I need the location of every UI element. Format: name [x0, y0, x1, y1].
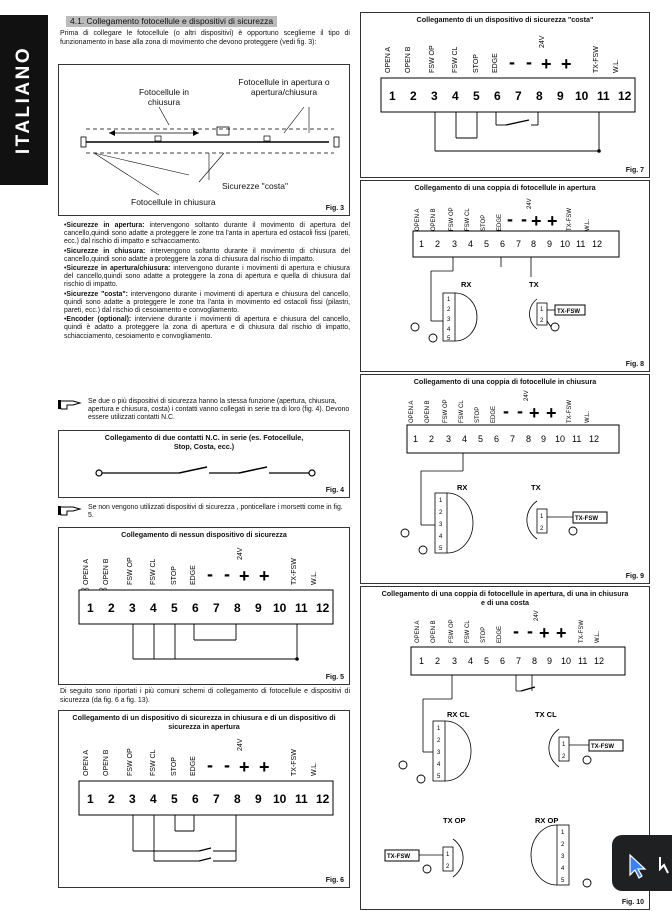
svg-text:1: 1 — [439, 498, 443, 504]
language-tab — [0, 15, 48, 185]
figure-4 — [58, 430, 350, 498]
svg-text:11: 11 — [572, 434, 582, 444]
svg-text:OPEN A: OPEN A — [415, 208, 421, 231]
note-no-safety: Se non vengono utilizzati dispositivi di sicurezza , ponticellare i morsetti come in fig. 5. — [88, 504, 343, 520]
svg-text:6: 6 — [192, 601, 199, 615]
svg-text:24V: 24V — [237, 738, 244, 751]
svg-text:4: 4 — [150, 601, 157, 615]
svg-text:12: 12 — [592, 239, 603, 249]
svg-text:2: 2 — [108, 601, 115, 615]
svg-text:RX OP: RX OP — [535, 816, 559, 825]
svg-text:9: 9 — [547, 239, 553, 249]
svg-text:4: 4 — [447, 327, 451, 333]
svg-text:FSW CL: FSW CL — [459, 400, 465, 423]
svg-text:TX OP: TX OP — [443, 816, 466, 825]
language-tab-label: ITALIANO — [13, 45, 34, 155]
term-label: EDGE — [190, 565, 197, 585]
svg-text:24V: 24V — [539, 35, 546, 48]
svg-text:4: 4 — [468, 656, 474, 666]
svg-text:1: 1 — [87, 601, 94, 615]
fig9-drawing — [361, 375, 651, 585]
svg-text:TX-FSW: TX-FSW — [567, 400, 573, 423]
svg-text:2: 2 — [562, 754, 566, 760]
svg-text:STOP: STOP — [481, 626, 487, 643]
svg-text:8: 8 — [234, 601, 241, 615]
svg-text:11: 11 — [295, 792, 308, 806]
svg-text:2: 2 — [540, 526, 544, 532]
svg-text:2: 2 — [439, 510, 443, 516]
svg-text:10: 10 — [575, 89, 589, 103]
svg-text:3: 3 — [561, 854, 565, 860]
svg-text:FSW CL: FSW CL — [465, 208, 471, 231]
svg-text:6: 6 — [500, 656, 506, 666]
term-label: OPEN A — [83, 558, 90, 585]
fig10-drawing — [361, 587, 651, 911]
svg-text:-: - — [513, 621, 519, 641]
svg-text:OPEN A: OPEN A — [385, 46, 392, 73]
svg-text:EDGE: EDGE — [497, 213, 503, 231]
figure-6 — [58, 710, 350, 888]
svg-text:1: 1 — [437, 726, 441, 732]
svg-text:-: - — [507, 209, 513, 229]
svg-text:W.L.: W.L. — [585, 410, 591, 423]
svg-text:+: + — [529, 403, 540, 423]
svg-text:1: 1 — [562, 742, 566, 748]
svg-text:11: 11 — [576, 239, 586, 249]
svg-text:-: - — [521, 209, 527, 229]
figure-10 — [360, 586, 650, 910]
svg-text:EDGE: EDGE — [190, 756, 197, 776]
term-label: - — [207, 564, 213, 584]
svg-text:10: 10 — [273, 792, 287, 806]
term-label: TX-FSW — [291, 558, 298, 585]
svg-text:+: + — [561, 54, 572, 74]
svg-text:1: 1 — [540, 307, 544, 313]
hand-pointer-icon — [58, 397, 82, 411]
svg-text:4: 4 — [561, 866, 565, 872]
svg-text:12: 12 — [594, 656, 605, 666]
svg-text:2: 2 — [540, 318, 544, 324]
term-label: 24V — [237, 547, 244, 560]
svg-text:OPEN A: OPEN A — [409, 400, 415, 423]
svg-text:STOP: STOP — [475, 406, 481, 423]
section-title: 4.1. Collegamento fotocellule e dispositivi di sicurezza — [66, 16, 277, 27]
safety-bullets — [60, 222, 350, 342]
fig9-title: Collegamento di una coppia di fotocellule in chiusura — [413, 377, 597, 386]
figure-7 — [360, 12, 650, 178]
svg-text:7: 7 — [516, 239, 522, 249]
svg-text:TX-FSW: TX-FSW — [591, 744, 614, 750]
svg-text:4: 4 — [468, 239, 474, 249]
svg-text:+: + — [547, 211, 558, 231]
fig4-drawing — [59, 431, 351, 499]
fig6-drawing — [59, 711, 351, 889]
svg-text:4: 4 — [439, 534, 443, 540]
svg-text:2: 2 — [446, 864, 450, 870]
svg-text:RX: RX — [457, 483, 468, 492]
figure-8 — [360, 180, 650, 372]
svg-text:2: 2 — [435, 239, 441, 249]
svg-text:11: 11 — [578, 656, 588, 666]
svg-text:EDGE: EDGE — [492, 53, 499, 73]
fig10-caption: Fig. 10 — [621, 899, 644, 906]
svg-text:2: 2 — [437, 738, 441, 744]
fig8-title: Collegamento di una coppia di fotocellule in apertura — [414, 183, 596, 192]
svg-text:TX-FSW: TX-FSW — [567, 208, 573, 231]
fig6-caption: Fig. 6 — [325, 877, 344, 884]
svg-text:5: 5 — [484, 239, 490, 249]
bullet-item: •Encoder (optional): interviene durante i movimenti di apertura e chiusura del cancello, quindi è adatto a proteggere la zona di apertura e di chiusura dal rischio di impatto, schiacciamento, cesoiamento e convogliamento. — [64, 316, 350, 340]
svg-text:FSW OP: FSW OP — [443, 399, 449, 423]
figure-3 — [58, 64, 350, 216]
fig5-title: Collegamento di nessun dispositivo di sicurezza — [121, 530, 287, 539]
svg-text:4: 4 — [462, 434, 468, 444]
svg-text:4: 4 — [452, 89, 459, 103]
svg-text:10: 10 — [561, 656, 572, 666]
svg-text:8: 8 — [234, 792, 241, 806]
svg-text:10: 10 — [273, 601, 287, 615]
svg-text:7: 7 — [213, 792, 220, 806]
term-label: + — [259, 566, 270, 586]
intro-paragraph: Prima di collegare le fotocellule (o altri dispositivi) è opportuno sceglierne il tipo di funzionamento in base alla zona di movimento che devono proteggere (vedi fig. 3): — [60, 30, 350, 46]
svg-text:+: + — [259, 757, 270, 777]
svg-text:STOP: STOP — [473, 54, 480, 73]
svg-text:5: 5 — [171, 792, 178, 806]
fig3-label-closing-bottom: Fotocellule in chiusura — [131, 197, 216, 207]
svg-text:12: 12 — [618, 89, 632, 103]
svg-text:OPEN A: OPEN A — [415, 620, 421, 643]
svg-text:TX: TX — [531, 483, 541, 492]
svg-text:EDGE: EDGE — [491, 405, 497, 423]
term-label: + — [239, 566, 250, 586]
svg-text:RX CL: RX CL — [447, 710, 470, 719]
svg-text:OPEN B: OPEN B — [405, 46, 412, 73]
svg-text:6: 6 — [494, 434, 500, 444]
svg-text:12: 12 — [589, 434, 600, 444]
svg-text:3: 3 — [452, 239, 458, 249]
svg-text:1: 1 — [540, 514, 544, 520]
term-label: OPEN B — [103, 558, 110, 585]
svg-text:+: + — [546, 403, 557, 423]
term-label: - — [224, 564, 230, 584]
svg-text:3: 3 — [431, 89, 438, 103]
fig7-drawing — [361, 13, 651, 179]
svg-text:OPEN B: OPEN B — [425, 400, 431, 423]
svg-text:3: 3 — [129, 792, 136, 806]
svg-text:3: 3 — [446, 434, 452, 444]
note-series: Se due o più dispositivi di sicurezza hanno la stessa funzione (apertura, chiusura, apertura e chiusura, costa) i contatti vanno collegati in serie tra di loro (fig. 4). Devono essere utilizzati contatti N.C. — [88, 398, 350, 422]
svg-text:W.L.: W.L. — [595, 630, 601, 643]
svg-text:-: - — [527, 621, 533, 641]
fig5-caption: Fig. 5 — [325, 674, 344, 681]
svg-text:+: + — [531, 211, 542, 231]
svg-text:4: 4 — [150, 792, 157, 806]
bullet-item: •Sicurezze "costa": intervengono durante i movimenti di apertura e chiusura del cancello, quindi sono adatte a proteggere le zone tra l'anta in movimento ed ostacoli fissi (pilastri, pareti, ecc.) dal rischio di cesoiamento e convogliamento. — [64, 290, 350, 315]
svg-text:+: + — [556, 623, 567, 643]
svg-text:5: 5 — [437, 774, 441, 780]
svg-text:+: + — [541, 54, 552, 74]
svg-text:-: - — [503, 401, 509, 421]
svg-text:24V: 24V — [527, 198, 533, 209]
svg-text:8: 8 — [526, 434, 532, 444]
svg-text:6: 6 — [192, 792, 199, 806]
svg-text:12: 12 — [316, 792, 330, 806]
svg-text:W.L.: W.L. — [613, 58, 620, 73]
fig4-title: Collegamento di due contatti N.C. in serie (es. Fotocellule, Stop, Costa, ecc.) — [104, 433, 304, 451]
svg-text:6: 6 — [500, 239, 506, 249]
svg-text:TX-FSW: TX-FSW — [575, 516, 598, 522]
svg-text:+: + — [239, 757, 250, 777]
svg-text:EDGE: EDGE — [497, 625, 503, 643]
bullet-item: •Sicurezze in apertura/chiusura: intervengono durante i movimenti di apertura e chiusura del cancello,quindi sono adatte a proteggere la zona di apertura e quella di chiusura dal rischio di impatto. — [64, 265, 350, 289]
svg-text:W.L.: W.L. — [585, 218, 591, 231]
svg-text:5: 5 — [447, 336, 451, 342]
fig3-label-opening: Fotocellule in apertura o apertura/chiusura — [238, 77, 330, 97]
svg-text:2: 2 — [108, 792, 115, 806]
svg-text:1: 1 — [446, 852, 450, 858]
svg-text:OPEN B: OPEN B — [103, 749, 110, 776]
fig3-caption: Fig. 3 — [325, 205, 344, 212]
svg-text:TX: TX — [529, 280, 539, 289]
svg-text:2: 2 — [435, 656, 441, 666]
svg-text:-: - — [207, 755, 213, 775]
svg-text:FSW CL: FSW CL — [150, 749, 157, 776]
svg-text:7: 7 — [213, 601, 220, 615]
term-label: FSW CL — [150, 558, 157, 585]
svg-text:STOP: STOP — [481, 214, 487, 231]
svg-text:5: 5 — [473, 89, 480, 103]
svg-text:5: 5 — [484, 656, 490, 666]
svg-text:8: 8 — [531, 239, 537, 249]
svg-text:FSW OP: FSW OP — [127, 748, 134, 776]
svg-text:1: 1 — [413, 434, 419, 444]
svg-text:24V: 24V — [524, 390, 530, 401]
svg-text:10: 10 — [560, 239, 571, 249]
fig7-caption: Fig. 7 — [625, 167, 644, 174]
svg-text:9: 9 — [255, 792, 262, 806]
fig8-caption: Fig. 8 — [625, 361, 644, 368]
svg-text:8: 8 — [536, 89, 543, 103]
fig3-label-edge: Sicurezze "costa" — [222, 181, 289, 191]
svg-text:TX-FSW: TX-FSW — [291, 749, 298, 776]
svg-text:11: 11 — [295, 601, 308, 615]
svg-text:TX-FSW: TX-FSW — [557, 309, 580, 315]
svg-text:2: 2 — [447, 307, 451, 313]
svg-text:2: 2 — [410, 89, 417, 103]
svg-text:TX-FSW: TX-FSW — [593, 46, 600, 73]
svg-text:2: 2 — [561, 842, 565, 848]
svg-text:FSW OP: FSW OP — [449, 619, 455, 643]
pointer-cursor-icon[interactable] — [612, 835, 672, 891]
svg-text:OPEN B: OPEN B — [431, 208, 437, 231]
svg-text:24V: 24V — [534, 610, 540, 621]
svg-text:TX-FSW: TX-FSW — [387, 854, 410, 860]
svg-text:1: 1 — [419, 239, 425, 249]
term-label: FSW OP — [127, 557, 134, 585]
svg-text:10: 10 — [555, 434, 566, 444]
cursor-mode-widget[interactable] — [612, 835, 672, 891]
svg-text:RX: RX — [461, 280, 472, 289]
svg-text:6: 6 — [494, 89, 501, 103]
svg-text:-: - — [224, 755, 230, 775]
svg-text:TX-FSW: TX-FSW — [579, 620, 585, 643]
terminal-labels — [83, 547, 318, 586]
term-label: W.L. — [311, 570, 318, 585]
svg-text:5: 5 — [171, 601, 178, 615]
svg-text:7: 7 — [510, 434, 516, 444]
svg-text:FSW CL: FSW CL — [452, 46, 459, 73]
figure-5 — [58, 527, 350, 685]
figure-9 — [360, 374, 650, 584]
svg-text:9: 9 — [255, 601, 262, 615]
svg-text:W.L.: W.L. — [311, 761, 318, 776]
svg-text:1: 1 — [561, 830, 565, 836]
svg-text:+: + — [539, 623, 550, 643]
svg-text:OPEN A: OPEN A — [83, 749, 90, 776]
svg-text:-: - — [509, 52, 515, 72]
svg-text:FSW OP: FSW OP — [449, 207, 455, 231]
term-label: STOP — [171, 566, 178, 585]
svg-text:7: 7 — [515, 89, 522, 103]
svg-text:FSW OP: FSW OP — [429, 45, 436, 73]
svg-text:3: 3 — [447, 317, 451, 323]
svg-text:STOP: STOP — [171, 757, 178, 776]
svg-text:5: 5 — [561, 878, 565, 884]
fig7-title: Collegamento di un dispositivo di sicurezza "costa" — [416, 15, 594, 24]
svg-text:2: 2 — [429, 434, 435, 444]
svg-text:11: 11 — [597, 89, 610, 103]
fig5-drawing — [59, 528, 351, 686]
svg-text:8: 8 — [532, 656, 538, 666]
svg-text:FSW CL: FSW CL — [465, 620, 471, 643]
hand-pointer-icon — [58, 503, 82, 517]
bullet-item: •Sicurezze in apertura: intervengono soltanto durante il movimento di apertura del cancello,quindi sono adatte a proteggere le zone tra l'anta in apertura ed ostacoli fissi (pareti, ecc.) dal rischio di impatto e schiacciamento. — [64, 222, 350, 246]
svg-text:4: 4 — [437, 762, 441, 768]
note-schemes: Di seguito sono riportati i più comuni schemi di collegamento di fotocellule e dispositivi di sicurezza (da fig. 6 a fig. 13). — [60, 688, 350, 704]
svg-text:5: 5 — [439, 546, 443, 552]
fig10-title: Collegamento di una coppia di fotocellule in apertura, di una in chiusura e di una costa — [381, 589, 629, 607]
fig3-label-closing: Fotocellule in chiusura — [138, 87, 190, 107]
svg-text:7: 7 — [516, 656, 522, 666]
fig6-title: Collegamento di un dispositivo di sicurezza in chiusura e di un dispositivo di sicurezza in apertura — [72, 713, 336, 731]
svg-text:12: 12 — [316, 601, 330, 615]
svg-text:9: 9 — [541, 434, 547, 444]
fig4-caption: Fig. 4 — [325, 487, 344, 494]
svg-text:1: 1 — [419, 656, 425, 666]
svg-text:3: 3 — [437, 750, 441, 756]
svg-text:1: 1 — [447, 297, 451, 303]
svg-text:3: 3 — [439, 522, 443, 528]
svg-text:-: - — [517, 401, 523, 421]
svg-text:1: 1 — [389, 89, 396, 103]
svg-text:1: 1 — [87, 792, 94, 806]
fig9-caption: Fig. 9 — [625, 573, 644, 580]
bullet-item: •Sicurezze in chiusura: intervengono soltanto durante il movimento di chiusura del cancello,quindi sono adatte a proteggere la zona di chiusura dal rischio di impatto. — [64, 247, 350, 263]
svg-text:TX CL: TX CL — [535, 710, 557, 719]
svg-text:9: 9 — [557, 89, 564, 103]
svg-text:3: 3 — [452, 656, 458, 666]
svg-text:OPEN B: OPEN B — [431, 620, 437, 643]
svg-text:-: - — [526, 52, 532, 72]
svg-text:5: 5 — [478, 434, 484, 444]
svg-text:3: 3 — [129, 601, 136, 615]
svg-text:9: 9 — [547, 656, 553, 666]
fig8-drawing — [361, 181, 651, 373]
